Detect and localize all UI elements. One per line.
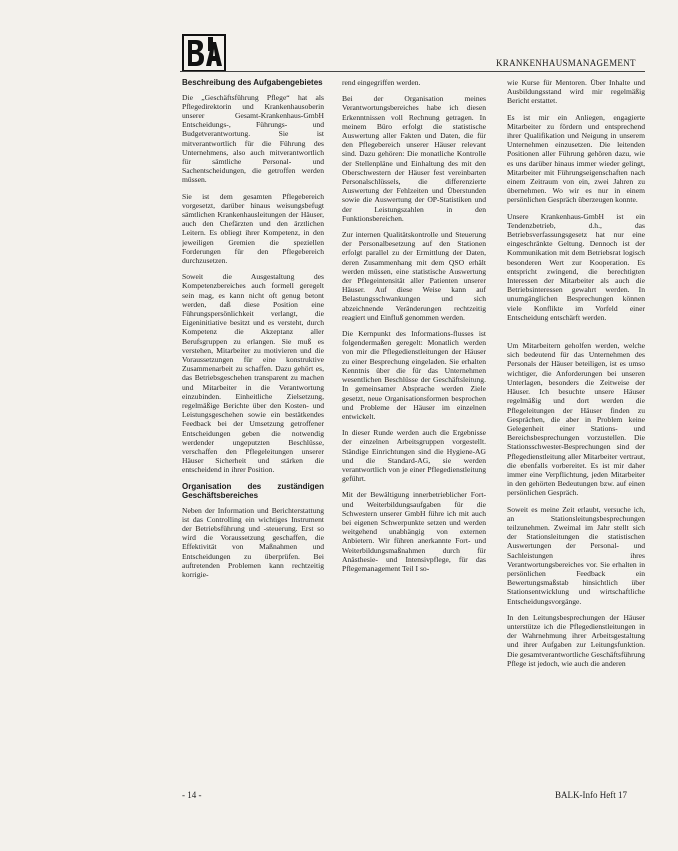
paragraph: Mit der Bewältigung innerbetrieblicher Fort- und Weiterbildungsaufgaben für die Schwestern unserer GmbH führe ich mit auch bei eigenen Schwerpunkte setzen und werden weitgehend unabhängig von externen Anbietern. Wir führen anerkannte Fort- und Weiterbildungsmaßnahmen durch für Anästhesie- und Intensivpflege, für das Pflegemanagement Teil I so-	[342, 490, 486, 573]
paragraph: Neben der Information und Berichterstattung ist das Controlling ein wichtiges Instrument der Betriebsführung und -steuerung. Erst so wird die Voraussetzung geschaffen, die Effektivität von Maßnahmen und Entscheidungen zu überprüfen. Bei auftretenden Problemen kann rechtzeitig korrigie-	[182, 505, 324, 580]
column-3	[507, 78, 645, 788]
balk-logo-icon	[182, 34, 226, 72]
paragraph: Bei der Organisation meines Verantwortungsbereiches habe ich diesen Erkenntnissen voll Rechnung getragen. In meinem Büro erfolgt die statistische Auswertung aller Fakten und Daten, die für den Pflegebereich unserer Häuser relevant sind. Dazu gehören: Die monatliche Kontrolle der Stellenpläne und Einhaltung des mit den Oberschwestern der Häuser fest vereinbarten Personalschlüssels, die differenzierte Auswertung der Fehlzeiten und Überstunden sowie die Auswertung der OP-Statistiken und der Leistungszahlen in den Funktionsbereichen.	[342, 94, 486, 223]
paragraph: Es ist mir ein Anliegen, engagierte Mitarbeiter zu fördern und entsprechend ihrer Qualifikation und Neigung in unserem Unternehmen einzusetzen. Die leitenden Positionen aller Führung gehören dazu, wie es uns darüber hinaus immer wieder gelingt, Mitarbeiter mit Führungseigenschaften nach einem Zeitraum von ein, zwei Jahren zu übernehmen. Wo wir es nur in einem persönlichen Gespräch überzeugen konnte.	[507, 112, 645, 205]
paragraph: Sie ist dem gesamten Pflegebereich vorgesetzt, darüber hinaus weisungsbefugt sämtlichen Krankenhausleitungen der Häuser, auch den Chefärzten und den ärztlichen Leitern. Es obliegt ihrer Kompetenz, in den jeweiligen Gremien die speziellen Forderungen für den Pflegebereich durchzusetzen.	[182, 191, 324, 265]
paragraph: Die Kernpunkt des Informations-flusses ist folgendermaßen geregelt: Monatlich werden von mir die Pflegedienstleitungen der Häuser zu einer Besprechung eingeladen. Sie erhalten Kenntnis über die für das Unternehmen wesentlichen Beschlüsse der Geschäftsleitung. In gemeinsamer Absprache werden Ziele gesetzt, neue Organisationsformen besprochen und Probleme der Häuser im einzelnen entwickelt.	[342, 329, 486, 421]
paragraph: Unsere Krankenhaus-GmbH ist ein Tendenzbetrieb, d.h., das Betriebsverfassungsgesetz hat nur eine eingeschränkte Geltung. Dennoch ist der Kommunikation mit dem Betriebsrat logisch besonderen Wert zur Kooperation. Es entspricht zwingend, die berechtigten Interessen der Mitarbeiter als auch die Betriebsinteressen gewahrt werden. In unumgänglichen Besprechungen können viele Konflikte im Vorfeld einer Entscheidung entschärft werden.	[507, 211, 645, 322]
paragraph: Zur internen Qualitätskontrolle und Steuerung der Personalbesetzung auf den Stationen erfolgt parallel zu der Ermittlung der Daten, deren Zusammenhang mit dem QSO erhält werden müssen, eine statistische Auswertung der Pflegeintensität aller Patienten unserer Häuser. Auf diese Weise kann auf Belastungsschwankungen und sich abzeichnende Veränderungen rechtzeitig reagiert und Einfluß genommen werden.	[342, 230, 486, 322]
heading-organisation: Organisation des zuständigen Geschäftsbereiches	[182, 481, 324, 501]
heading-task-description: Beschreibung des Aufgabengebietes	[182, 78, 323, 87]
paragraph: Um Mitarbeitern geholfen werden, welche sich bedeutend für das Unternehmen des Personals der Häuser beteiligen, ist es umso wichtiger, die Anforderungen bei unseren Unterlagen, besonders die Zeitweise der Häuser. Ich besuchte unsere Häuser regelmäßig und dort werden die Pflegeleitungen der Häuser finden zu Gesprächen, die aber in Problem keine Gelegenheit einer Stations- und Bereichsbesprechungen vorzustellen. Die Stationsschwester-Besprechungen sind der Pflegedienstleitung aller Mitarbeiter vertraut, die ebenfalls vorbereitet. Es ist mir daher immer eine Verpflichtung, jeden Mitarbeiter in den gehörten Bedeutungen bzw. auf einen persönlichen Gespräch.	[507, 341, 645, 498]
column-2	[342, 78, 486, 758]
paragraph: wie Kurse für Mentoren. Über Inhalte und Ausbildungsstand wird mir regelmäßig Bericht erstattet.	[507, 78, 645, 106]
column-gap	[507, 329, 645, 341]
section-header: KRANKENHAUSMANAGEMENT	[496, 58, 636, 68]
column-1	[182, 78, 324, 758]
paragraph: Soweit es meine Zeit erlaubt, versuche ich, an Stationsleitungsbesprechungen teilzunehmen. Zweimal im Jahr stellt sich der Stationsleitungen die statistischen Auswertungen der Personal- und Sachleistungen ihres Verantwortungsbereiches vor. Sie erhalten in persönlichen Feedback ein Bewertungsmaßstab hinsichtlich über Stationsentwicklung und wirtschaftliche Entscheidungsvorgänge.	[507, 504, 645, 606]
header-rule	[180, 71, 645, 72]
paragraph: In dieser Runde werden auch die Ergebnisse der einzelnen Arbeitsgruppen vorgestellt. Ständige Einrichtungen sind die Hygiene-AG und die Standard-AG, sie werden verantwortlich von je einer Pflegedienstleitung geführt.	[342, 428, 486, 484]
issue-label: BALK-Info Heft 17	[555, 790, 627, 800]
page-number: - 14 -	[182, 790, 202, 800]
paragraph: rend eingegriffen werden.	[342, 78, 421, 87]
paragraph: In den Leitungsbesprechungen der Häuser unterstütze ich die Pflegedienstleitungen in der Wahrnehmung ihrer Arbeitsgestaltung und ihrer Aufgaben zur Leitungsfunktion. Die gesamtverantwortliche Geschäftsführung Pflege ist jedoch, wie auch die anderen	[507, 612, 645, 668]
balk-logo	[182, 34, 226, 72]
paragraph: Soweit die Ausgestaltung des Kompetenzbereiches auch formell geregelt sein mag, es kann nicht oft genug betont werden, daß diese Position eine Führungspersönlichkeit verlangt, die Eigeninitiative besitzt und es versteht, durch Kompetenz die Akzeptanz aller Berufsgruppen zu erlangen. Sie muß es verstehen, Mitarbeiter zu motivieren und die Voraussetzungen für eine konstruktive Zusammenarbeit zu schaffen. Dazu gehört es, das Betriebsgeschehen transparent zu machen und Mitarbeiter in die Verantwortung einzubinden. Einheitliche Zielsetzung, regelmäßige Berichte über den Kosten- und Leistungsgeschehen sowie ein bestätkendes Feedback bei der Umsetzung getroffener Entscheidungen geben die notwendig werdender ungeputzten Beschlüsse, verschaffen den Pflegeleitungen unserer Häuser Sicherheit und stärken die entscheidend in ihrer Position.	[182, 272, 324, 475]
paragraph: Die „Geschäftsführung Pflege“ hat als Pflegedirektorin und Krankenhausoberin unserer Gesamt-Krankenhaus-GmbH Entscheidungs-, Führungs- und Budgetverantwortung. Sie ist mitverantwortlich für die Führung des Unternehmens, also auch mitverantwortlich für sämtliche Personal- und Sachentscheidungen, die getroffen werden müssen.	[182, 92, 324, 185]
